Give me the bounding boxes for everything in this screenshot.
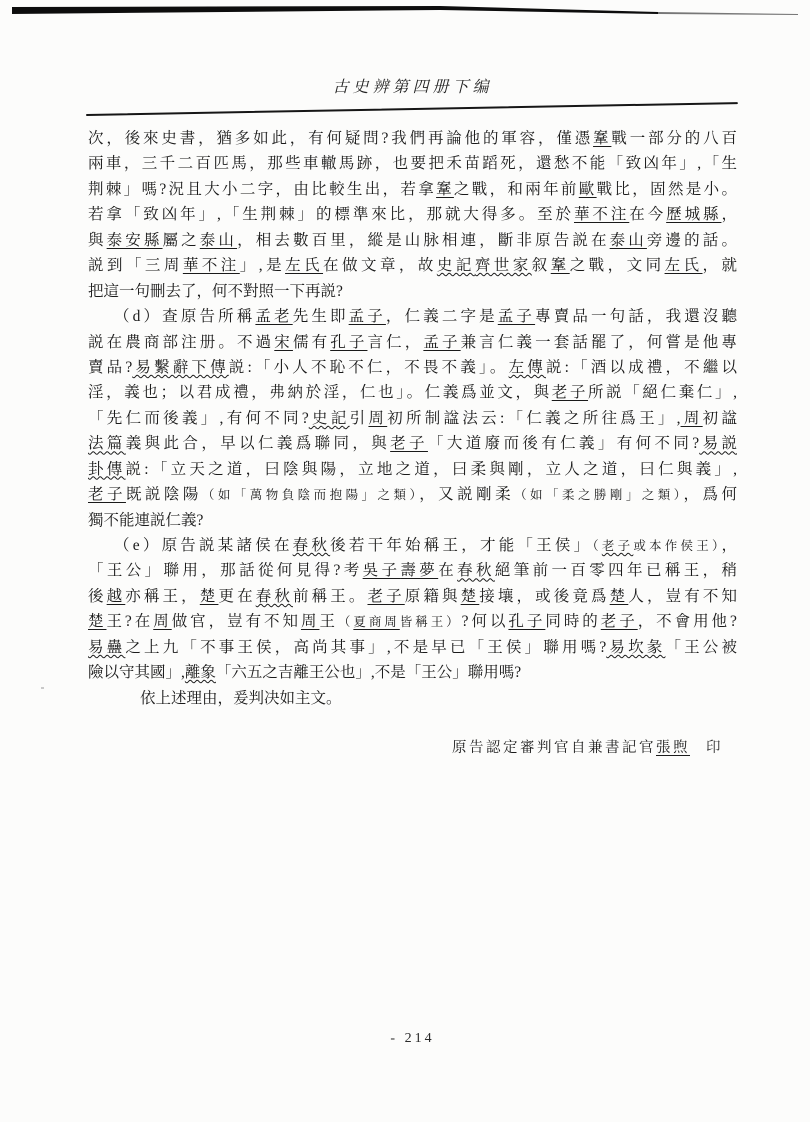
text-line: 兩車，三千二百匹馬，那些車轍馬跡，也要把禾苗蹈死，還愁不能「致凶年」,「生 [88,155,737,173]
scan-artifact-top [10,3,800,17]
text-line: 説到「三周華不注」,是左氏在做文章，故史記齊世家叙鞌之戰，文同左氏，就 [88,257,737,275]
text-line: 獨不能連説仁義? [88,511,204,529]
text-line: （d）查原告所稱孟老先生即孟子，仁義二字是孟子專賣品一句話，我還沒聽 [114,308,737,326]
text-line: 「先仁而後義」,有何不同?史記引周初所制諡法云:「仁義之所往爲王」,周初諡 [88,409,737,427]
scan-speck [41,687,44,689]
text-line: 賣品?易繫辭下傳説:「小人不恥不仁，不畏不義」。左傳説:「酒以成禮，不繼以 [88,358,737,376]
signature-text: 原告認定審判官自兼書記官張煦 [452,740,690,756]
text-line: 次，後來史書，猶多如此，有何疑問?我們再論他的軍容，僅憑鞌戰一部分的八百 [88,130,737,147]
text-line: （e）原告説某諸侯在春秋後若干年始稱王，才能「王侯」（老子或本作侯王）， [114,537,737,554]
text-line: 説在農商部注册。不過宋儒有孔子言仁，孟子兼言仁義一套話罷了，何嘗是他專 [88,333,737,351]
text-line: 法篇義與此合，早以仁義爲聯同，與老子「大道廢而後有仁義」有何不同?易説 [88,435,737,453]
header-rule [86,102,738,116]
text-line: 險以守其國」,離象「六五之吉離王公也」,不是「王公」聯用嗎? [88,664,522,682]
seal-mark: 印 [706,740,723,756]
text-line: 若拿「致凶年」,「生荆棘」的標準來比，那就大得多。至於華不注在今歷城縣， [88,206,737,224]
text-line: 依上述理由，爰判决如主文。 [140,689,342,707]
text-line: 荆棘」嗎?況且大小二字，由比較生出，若拿鞌之戰，和兩年前歐戰比，固然是小。 [88,180,737,198]
body-text [88,126,737,711]
signature-line [452,736,742,757]
text-line: 淫，義也；以君成禮，弗納於淫，仁也」。仁義爲並文，與老子所説「絕仁棄仁」, [88,384,737,402]
text-line: 老子既説陰陽（如「萬物負陰而抱陽」之類），又説剛柔（如「柔之勝剛」之類），爲何 [88,486,737,504]
running-header: 古史辨第四册下编 [332,79,493,96]
text-line: 易蠱之上九「不事王侯，高尚其事」,不是早已「王侯」聯用嗎?易坎彖「王公被 [88,638,737,656]
text-line: 卦傳説:「立天之道，曰陰與陽，立地之道，曰柔與剛，立人之道，曰仁與義」, [88,460,737,478]
text-line: 楚王?在周做官，豈有不知周王（夏商周皆稱王）?何以孔子同時的老子，不會用他? [88,613,737,631]
text-line: 把這一句刪去了，何不對照一下再説? [88,282,343,300]
page-number: - 214 [390,1031,435,1046]
text-line: 與泰安縣屬之泰山，相去數百里，縱是山脉相連，斷非原告説在泰山旁邊的話。 [88,231,737,249]
text-line: 「王公」聯用，那話從何見得?考吳子壽夢在春秋絕筆前一百零四年已稱王，稍 [88,562,737,580]
text-line: 後越亦稱王，楚更在春秋前稱王。老子原籍與楚接壤，或後竟爲楚人，豈有不知 [88,587,737,605]
